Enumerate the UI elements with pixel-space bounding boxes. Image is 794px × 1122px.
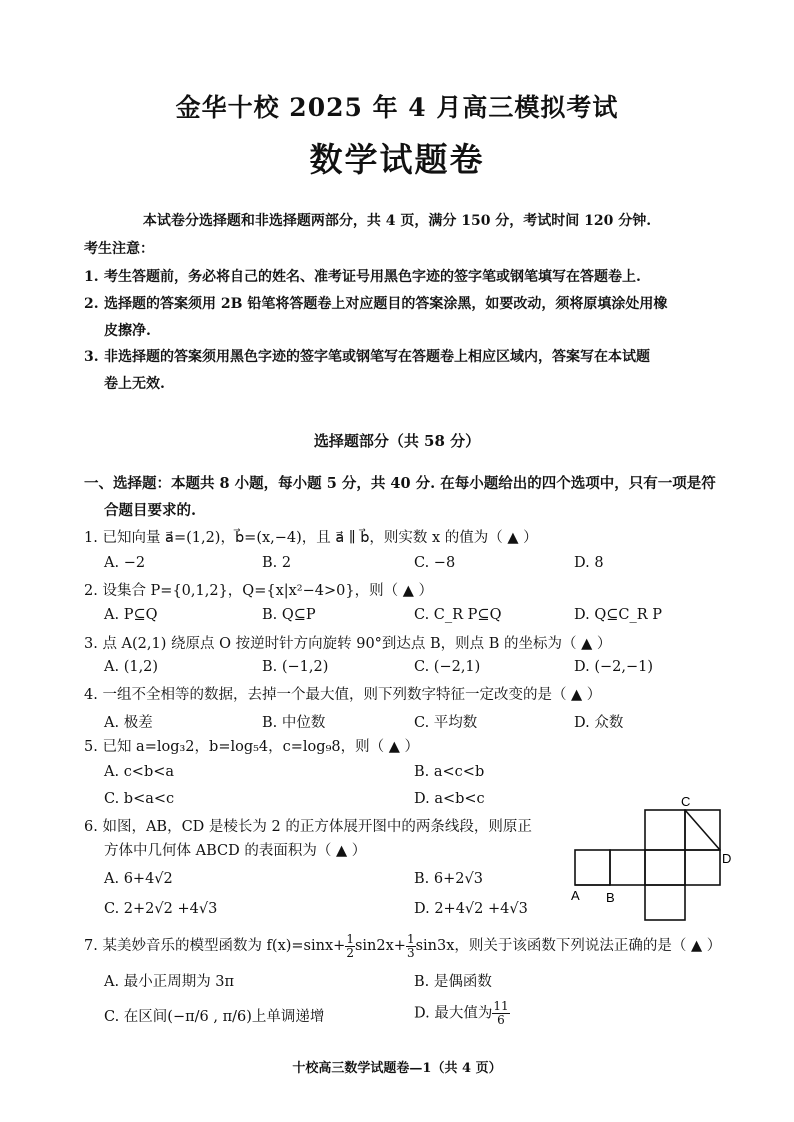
question-2-option-d: D. Q⊆C_R P — [574, 607, 662, 623]
question-3-stem: 3. 点 A(2,1) 绕原点 O 按逆时针方向旋转 90°到达点 B，则点 B 的坐标为（ ▲ ） — [84, 636, 612, 652]
option-c-text: C. 在区间 — [104, 1009, 168, 1025]
question-6-option-d: D. 2+4√2 +4√3 — [414, 901, 528, 917]
label-b: B — [606, 890, 615, 905]
question-1-option-a: A. −2 — [104, 555, 146, 571]
net-square — [685, 850, 720, 885]
question-5-option-c: C. b<a<c — [104, 791, 175, 807]
part-one-line1: 一、选择题：本题共 8 小题，每小题 5 分，共 40 分. 在每小题给出的四个选项中，只有一项是符 — [84, 475, 716, 492]
page-footer: 十校高三数学试题卷—1（共 4 页） — [292, 1061, 502, 1076]
fraction-one-half: $\frac{1}{2}$ — [346, 931, 354, 960]
notice-number: 1. — [84, 269, 99, 285]
question-7-stem-a: 7. 某美妙音乐的模型函数为 f(x)=sinx+ — [84, 938, 346, 954]
net-square — [645, 850, 685, 885]
question-4-option-c: C. 平均数 — [414, 715, 478, 731]
net-square — [645, 885, 685, 920]
question-1-option-c: C. −8 — [414, 555, 456, 571]
notice-text-cont: 皮擦净. — [104, 323, 151, 339]
notice-text: 选择题的答案须用 2B 铅笔将答题卷上对应题目的答案涂黑，如要改动，须将原填涂处用橡 — [104, 296, 668, 312]
question-4-option-d: D. 众数 — [574, 715, 624, 731]
fraction-one-third: $\frac{1}{3}$ — [406, 931, 415, 960]
notice-text: 非选择题的答案须用黑色字迹的签字笔或钢笔写在答题卷上相应区域内，答案写在本试题 — [104, 349, 650, 365]
option-c-interval: (−π/6 , π/6) — [167, 1009, 252, 1025]
exam-intro: 本试卷分选择题和非选择题两部分，共 4 页，满分 150 分，考试时间 120 分钟. — [142, 213, 652, 229]
question-7-option-b: B. 是偶函数 — [414, 974, 492, 990]
fraction-eleven-sixths: $\frac{11}{6}$ — [493, 999, 509, 1027]
section-title: 选择题部分（共 58 分） — [313, 432, 481, 450]
segment-cd — [685, 810, 720, 850]
notice-text: 考生答题前，务必将自己的姓名、准考证号用黑色字迹的签字笔或钢笔填写在答题卷上. — [104, 269, 641, 285]
question-7-stem-b: sin2x+ — [354, 938, 406, 954]
question-5-option-a: A. c<b<a — [104, 764, 175, 780]
question-3-option-d: D. (−2,−1) — [574, 659, 653, 675]
question-7-stem-c: sin3x，则关于该函数下列说法正确的是（ ▲ ） — [415, 938, 722, 954]
question-2-option-b: B. Q⊆P — [262, 607, 316, 623]
option-c-tail: 上单调递增 — [251, 1009, 325, 1025]
notice-number: 3. — [84, 349, 99, 365]
cube-net-figure — [570, 790, 740, 930]
question-1-option-d: D. 8 — [574, 555, 604, 571]
notice-heading: 考生注意： — [84, 241, 154, 257]
question-5-option-d: D. a<b<c — [414, 791, 485, 807]
question-3-option-b: B. (−1,2) — [262, 659, 329, 675]
question-7-option-a: A. 最小正周期为 3π — [104, 974, 235, 990]
question-6-option-a: A. 6+4√2 — [104, 871, 173, 887]
question-5-option-b: B. a<c<b — [414, 764, 485, 780]
net-square — [575, 850, 610, 885]
net-square — [610, 850, 645, 885]
label-a: A — [571, 888, 580, 903]
net-square — [645, 810, 685, 850]
question-2-option-c: C. C_R P⊆Q — [414, 607, 502, 623]
question-2-stem: 2. 设集合 P={0,1,2}，Q={x|x²−4>0}，则（ ▲ ） — [84, 583, 433, 599]
notice-number: 2. — [84, 296, 99, 312]
part-one-line2: 合题目要求的. — [104, 502, 197, 519]
question-1-stem: 1. 已知向量 a⃗=(1,2)，b⃗=(x,−4)，且 a⃗ ∥ b⃗，则实数 x 的值为（ ▲ ） — [84, 530, 538, 546]
question-4-option-a: A. 极差 — [104, 715, 153, 731]
exam-subtitle: 数学试题卷 — [309, 140, 485, 179]
question-3-option-c: C. (−2,1) — [414, 659, 481, 675]
question-7-option-c — [104, 1005, 324, 1026]
question-2-option-a: A. P⊆Q — [104, 607, 158, 623]
notice-item — [84, 344, 734, 398]
question-4-option-b: B. 中位数 — [262, 715, 326, 731]
question-6-option-c: C. 2+2√2 +4√3 — [104, 901, 218, 917]
question-3-option-a: A. (1,2) — [104, 659, 159, 675]
question-6-stem-cont: 方体中几何体 ABCD 的表面积为（ ▲ ） — [104, 843, 367, 859]
question-1-option-b: B. 2 — [262, 555, 292, 571]
exam-title: 金华十校 2025 年 4 月高三模拟考试 — [175, 93, 619, 122]
question-4-stem: 4. 一组不全相等的数据，去掉一个最大值，则下列数字特征一定改变的是（ ▲ ） — [84, 687, 602, 703]
notice-item — [84, 264, 734, 291]
question-7-option-d — [414, 1000, 510, 1027]
part-one-heading — [84, 470, 740, 524]
question-6-stem: 6. 如图，AB，CD 是棱长为 2 的正方体展开图中的两条线段，则原正 — [84, 819, 532, 835]
label-d: D — [722, 851, 732, 866]
question-5-stem: 5. 已知 a=log₃2，b=log₅4，c=log₉8，则（ ▲ ） — [84, 739, 419, 755]
question-6-option-b: B. 6+2√3 — [414, 871, 483, 887]
option-d-text: D. 最大值为 — [414, 1005, 493, 1022]
notice-item — [84, 291, 734, 345]
question-7-stem — [84, 932, 740, 960]
notice-text-cont: 卷上无效. — [104, 376, 165, 392]
label-c: C — [681, 794, 691, 809]
